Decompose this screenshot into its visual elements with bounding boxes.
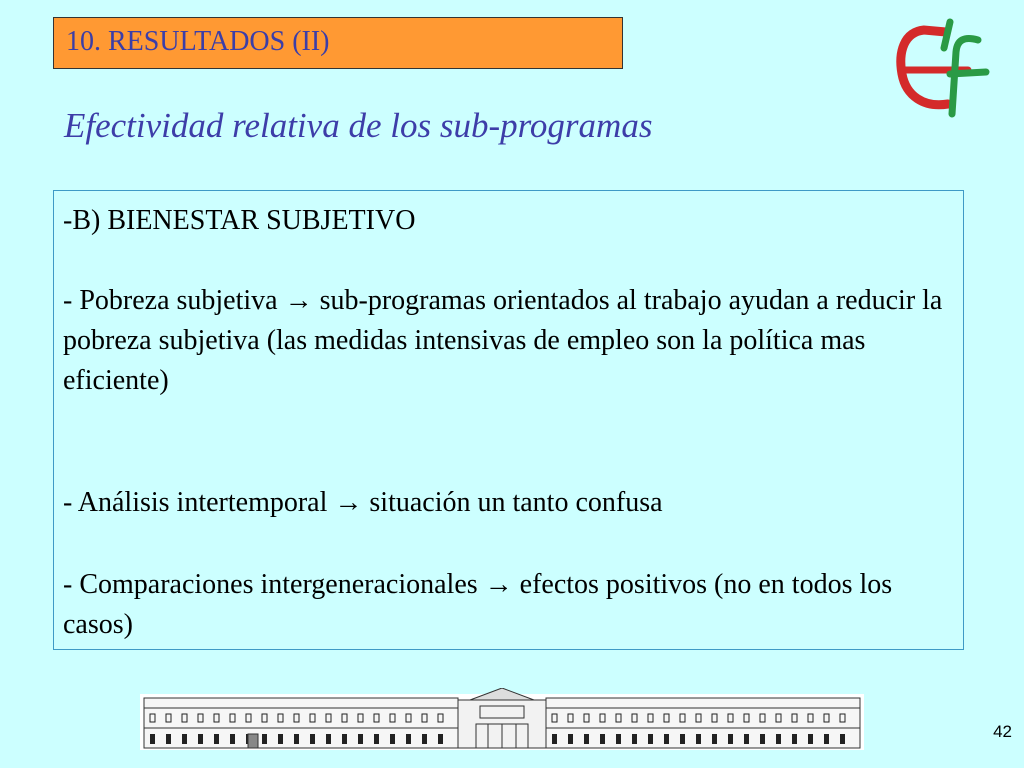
point-comparaciones: - Comparaciones intergeneracionales → efectos positivos (no en todos los casos) xyxy=(63,569,893,640)
ef-logo xyxy=(894,18,1010,124)
slide-subtitle: Efectividad relativa de los sub-programas xyxy=(64,106,653,145)
section-title: 10. RESULTADOS (II) xyxy=(66,26,330,57)
building-illustration xyxy=(140,688,864,750)
content-box xyxy=(53,190,964,650)
point-analisis-intertemporal: - Análisis intertemporal → situación un tanto confusa xyxy=(63,487,663,518)
section-header xyxy=(53,17,623,69)
page-number: 42 xyxy=(993,722,1012,741)
content-heading: -B) BIENESTAR SUBJETIVO xyxy=(63,205,416,236)
point-pobreza-subjetiva: - Pobreza subjetiva → sub-programas orientados al trabajo ayudan a reducir la pobreza subjetiva (las medidas intensivas de empleo son la política mas eficiente) xyxy=(63,285,943,396)
